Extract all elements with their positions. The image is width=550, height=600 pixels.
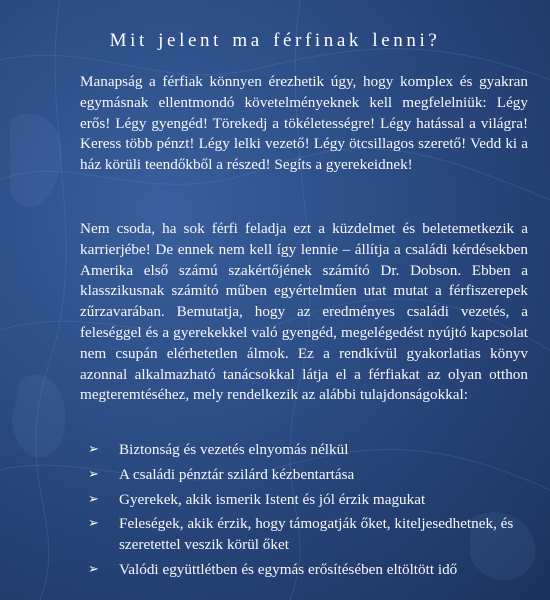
feature-list bbox=[80, 440, 520, 585]
arrow-bullet-icon: ➢ bbox=[88, 491, 99, 507]
list-item-text: Feleségek, akik érzik, hogy támogatják őket, kiteljesedhetnek, és szeretettel veszik körül őket bbox=[119, 515, 514, 554]
list-item bbox=[80, 465, 520, 486]
arrow-bullet-icon: ➢ bbox=[88, 442, 99, 457]
arrow-bullet-icon: ➢ bbox=[88, 466, 99, 482]
list-item-text: Valódi együttlétben és egymás erősítésében eltöltött idő bbox=[119, 560, 458, 578]
intro-paragraph: Manapság a férfiak könnyen érezhetik úgy, hogy komplex és gyakran egymásnak ellentmondó követelményeknek kell megfelelniük: Légy erős! Légy gyengéd! Törekedj a tökéletességre! Légy hatással a világra! Keress több pénzt! Légy lelki vezető! Légy ötcsillagos szerető! Vedd ki a ház körüli teendőkből a részed! Segíts a gyerekeidnek! bbox=[80, 73, 528, 174]
list-item bbox=[80, 514, 520, 556]
list-item bbox=[80, 560, 520, 581]
list-item-text: A családi pénztár szilárd kézbentartása bbox=[119, 465, 355, 483]
list-item bbox=[80, 490, 520, 511]
page-title: Mit jelent ma férfinak lenni? bbox=[109, 30, 441, 51]
arrow-bullet-icon: ➢ bbox=[88, 561, 99, 577]
list-item-text: Gyerekek, akik ismerik Istent és jól érzik magukat bbox=[119, 490, 426, 508]
description-paragraph: Nem csoda, ha sok férfi feladja ezt a küzdelmet és beletemetkezik a karrierjébe! De ennek nem kell így lennie – állítja a családi kérdésekben Amerika első számú szakértőjének számító Dr. Dobson. Ebben a klasszikusnak számító műben egyértelműen utat mutat a férfiszerepek zűrzavarában. Bemutatja, hogy az eredményes családi vezetés, a feleséggel és a gyerekekkel való gyengéd, megelégedést nyújtó kapcsolat nem csupán elérhetetlen álmok. Ez a rendkívül gyakorlatias könyv azonnal alkalmazható tanácsokkal látja el a férfiakat az olyan otthon megteremtéséhez, mely rendelkezik az alábbi tulajdonságokkal: bbox=[80, 220, 528, 404]
list-item bbox=[80, 440, 520, 461]
list-item-text: Biztonság és vezetés elnyomás nélkül bbox=[119, 441, 349, 458]
arrow-bullet-icon: ➢ bbox=[88, 516, 99, 532]
